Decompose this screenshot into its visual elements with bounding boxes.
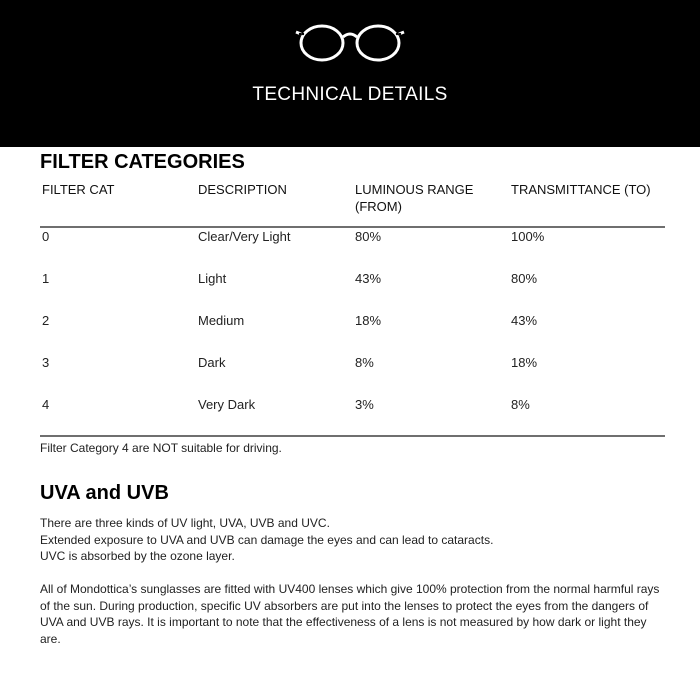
page-title: TECHNICAL DETAILS (252, 84, 448, 105)
cell-from: 8% (355, 355, 374, 370)
column-header-description: DESCRIPTION (198, 182, 287, 197)
table-footer-divider (40, 435, 665, 437)
uv-intro-line: Extended exposure to UVA and UVB can damage the eyes and can lead to cataracts. (40, 532, 494, 547)
cell-description: Clear/Very Light (198, 229, 291, 244)
uv-intro-line: There are three kinds of UV light, UVA, UVB and UVC. (40, 516, 330, 530)
cell-description: Dark (198, 355, 226, 370)
cell-to: 100% (511, 229, 545, 244)
uv-intro-line: UVC is absorbed by the ozone layer. (40, 549, 235, 563)
cell-to: 43% (511, 313, 538, 328)
cell-cat: 4 (42, 397, 50, 412)
cell-from: 43% (355, 271, 382, 286)
uv400-paragraph: All of Mondottica’s sunglasses are fitted with UV400 lenses which give 100% protection from the normal harmful rays of the sun. During production, specific UV absorbers are put into the lenses to protect the eyes from the dangers of UVA and UVB rays. It is important to note that the effectiveness of a lens is not measured by how dark or light they are. (40, 582, 660, 646)
driving-warning-note: Filter Category 4 are NOT suitable for driving. (40, 441, 282, 455)
column-header-filter-cat: FILTER CAT (42, 182, 115, 197)
cell-to: 8% (511, 397, 530, 412)
uv-intro-paragraph (40, 515, 665, 565)
cell-cat: 1 (42, 271, 50, 286)
cell-cat: 2 (42, 313, 50, 328)
cell-cat: 0 (42, 229, 50, 244)
cell-description: Light (198, 271, 227, 286)
cell-from: 18% (355, 313, 382, 328)
column-header-transmittance: TRANSMITTANCE (TO) (511, 182, 651, 197)
cell-from: 80% (355, 229, 382, 244)
cell-to: 80% (511, 271, 538, 286)
cell-description: Medium (198, 313, 245, 328)
cell-description: Very Dark (198, 397, 256, 412)
header-banner (0, 0, 700, 147)
table-header-divider (40, 226, 665, 228)
column-header-luminous-range: LUMINOUS RANGE (FROM) (355, 182, 474, 214)
cell-cat: 3 (42, 355, 50, 370)
filter-categories-heading: FILTER CATEGORIES (40, 151, 245, 173)
uv-heading: UVA and UVB (40, 482, 169, 504)
glasses-icon (294, 22, 406, 64)
cell-from: 3% (355, 397, 374, 412)
cell-to: 18% (511, 355, 538, 370)
